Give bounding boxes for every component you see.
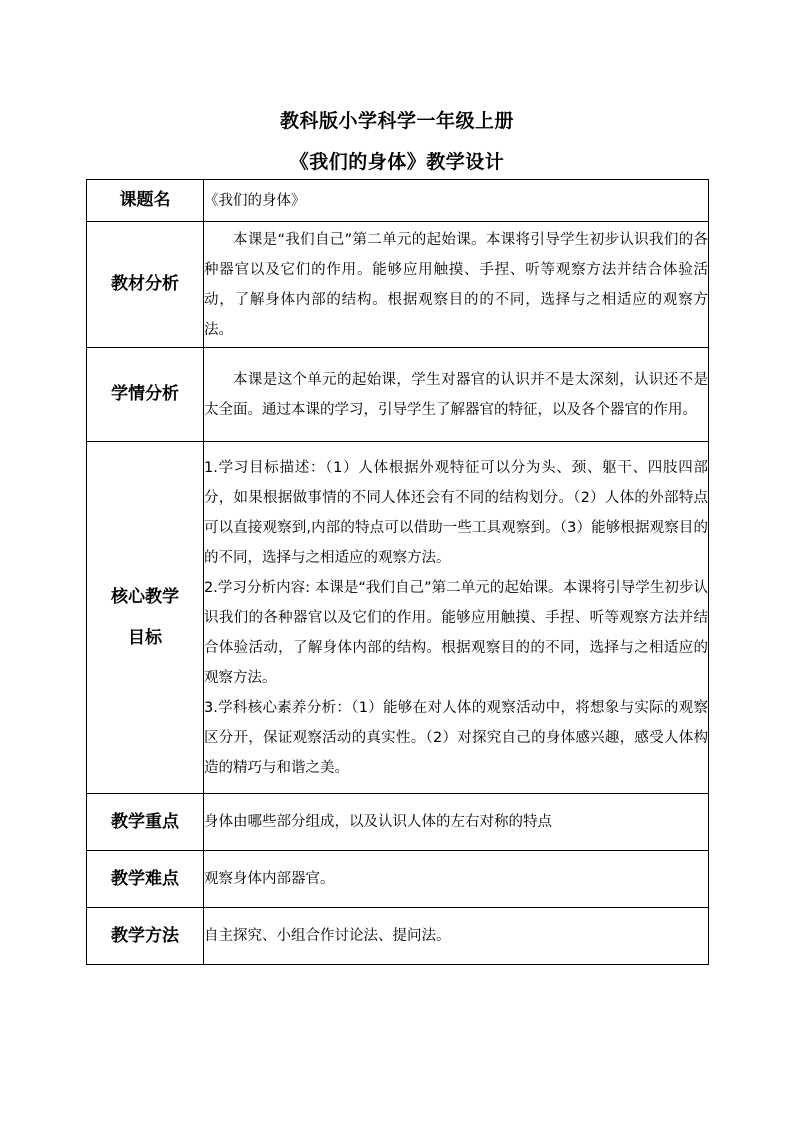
goal-paragraph-1: 1.学习目标描述：（1）人体根据外观特征可以分为头、颈、躯干、四肢四部分，如果根据做事情的不同人体还会有不同的结构划分。（2）人体的外部特点可以直接观察到,内部的特点可以借助一些工具观察到。（3）能够根据观察目的的不同，选择与之相适应的观察方法。 <box>204 459 708 566</box>
document-title: 教科版小学科学一年级上册 <box>279 110 514 132</box>
row-key-point <box>87 794 709 851</box>
row-core-goals <box>87 442 709 794</box>
label-material-analysis: 教材分析 <box>87 222 204 348</box>
label-core-goals <box>87 442 204 794</box>
goal-paragraph-3: 3.学科核心素养分析：（1）能够在对人体的观察活动中，将想象与实际的观察区分开，保证观察活动的真实性。（2）对探究自己的身体感兴趣，感受人体构造的精巧与和谐之美。 <box>204 699 708 776</box>
label-teaching-method: 教学方法 <box>87 908 204 965</box>
document-subtitle: 《我们的身体》教学设计 <box>289 151 505 173</box>
content-teaching-method: 自主探究、小组合作讨论法、提问法。 <box>204 908 709 965</box>
content-material-analysis: 本课是“我们自己”第二单元的起始课。本课将引导学生初步认识我们的各种器官以及它们的作用。能够应用触摸、手捏、听等观察方法并结合体验活动，了解身体内部的结构。根据观察目的的不同，选择与之相适应的观察方法。 <box>204 222 709 348</box>
row-student-analysis <box>87 348 709 442</box>
content-key-point: 身体由哪些部分组成，以及认识人体的左右对称的特点 <box>204 794 709 851</box>
label-core-goals-line1: 核心教学 <box>111 586 179 607</box>
row-difficult-point <box>87 851 709 908</box>
label-topic: 课题名 <box>87 180 204 222</box>
label-key-point: 教学重点 <box>87 794 204 851</box>
content-difficult-point: 观察身体内部器官。 <box>204 851 709 908</box>
content-core-goals <box>204 442 709 794</box>
goal-paragraph-2: 2.学习分析内容: 本课是“我们自己”第二单元的起始课。本课将引导学生初步认识我们的各种器官以及它们的作用。能够应用触摸、手捏、听等观察方法并结合体验活动，了解身体内部的结构。根据观察目的的不同，选择与之相适应的观察方法。 <box>204 579 708 686</box>
row-material-analysis <box>87 222 709 348</box>
label-core-goals-line2: 目标 <box>128 627 162 648</box>
row-topic <box>87 180 709 222</box>
label-difficult-point: 教学难点 <box>87 851 204 908</box>
label-student-analysis: 学情分析 <box>87 348 204 442</box>
row-teaching-method <box>87 908 709 965</box>
lesson-plan-table <box>86 179 709 965</box>
content-topic: 《我们的身体》 <box>204 180 709 222</box>
content-student-analysis: 本课是这个单元的起始课，学生对器官的认识并不是太深刻，认识还不是太全面。通过本课的学习，引导学生了解器官的特征，以及各个器官的作用。 <box>204 348 709 442</box>
